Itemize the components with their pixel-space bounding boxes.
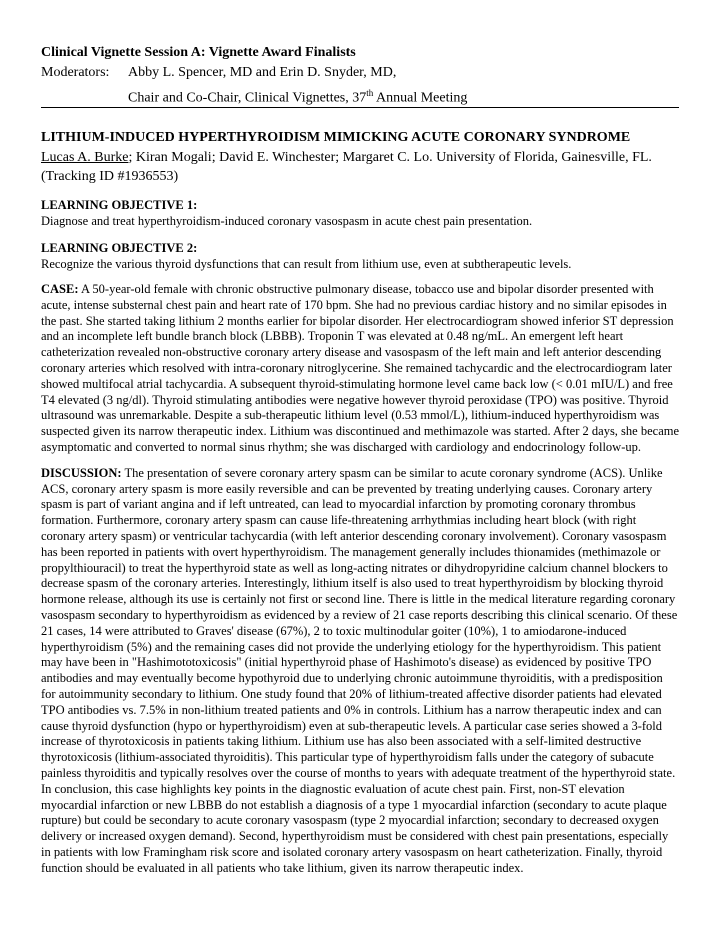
moderators-row: [41, 63, 681, 83]
author-line: [41, 148, 679, 186]
moderators-names: Abby L. Spencer, MD and Erin D. Snyder, MD,: [128, 65, 397, 80]
objective-2-heading: LEARNING OBJECTIVE 2:: [41, 241, 198, 255]
page-header: [41, 43, 681, 109]
moderators-role: [41, 83, 681, 109]
moderators-role-suffix: Annual Meeting: [373, 90, 468, 106]
abstract-title: LITHIUM-INDUCED HYPERTHYROIDISM MIMICKING ACUTE CORONARY SYNDROME: [41, 130, 631, 145]
case-paragraph: [41, 282, 679, 456]
case-label: CASE:: [41, 282, 79, 296]
presenting-author: Lucas A. Burke: [41, 150, 129, 165]
discussion-paragraph: [41, 466, 679, 877]
header-divider: [41, 107, 679, 108]
discussion-label: DISCUSSION:: [41, 465, 122, 480]
moderators-label: Moderators:: [41, 65, 110, 80]
abstract: [41, 128, 679, 876]
objective-2-text: Recognize the various thyroid dysfunctions that can result from lithium use, even at subtherapeutic levels.: [41, 257, 572, 271]
moderators-role-sup: th: [366, 88, 374, 98]
objective-1-text: Diagnose and treat hyperthyroidism-induced coronary vasospasm in acute chest pain presentation.: [41, 214, 533, 228]
discussion-text: The presentation of severe coronary artery spasm can be similar to acute coronary syndrome (ACS). Unlike ACS, coronary artery spasm is more easily reversible and can be prevented by treating underlying causes. Coronary artery spasm is part of variant angina and if left untreated, can lead to myocardial infarction by promoting coronary thrombus formation. Furthermore, coronary artery spasm can cause life-threatening arrhythmias including heart block (with right coronary artery spasm) or ventricular tachycardia (with left anterior descending coronary involvement). Coronary vasospasm has been reported in patients with overt hyperthyroidism. The management generally includes thionamides (methimazole or propylthiouracil) to treat the hyperthyroid state as well as long-acting nitrates or dihydropyridine calcium channel blockers to decrease spasm of the coronary arteries. Interestingly, lithium itself is also used to treat hyperthyroidism by blocking thyroid hormone release, although its use is certainly not first or second line. There is little in the medical literature regarding coronary vasospasm secondary to hyperthyroidism as evidenced by a review of 21 case reports describing this clinical scenario. Of these 21 cases, 14 were attributed to Graves' disease (67%), 2 to toxic multinodular goiter (10%), 1 to amiodarone-induced hyperthyroidism (5%) and the remaining cases did not provide the underlying etiology for the hyperthyroidism. This patient may have been in "Hashimototoxicosis" (initial hyperthyroid phase of Hashimoto's disease) as evidenced by positive TPO antibodies and may eventually become hypothyroid due to underlying chronic autoimmune thyroiditis, with a predisposition for autoimmunity secondary to lithium. One study found that 20% of lithium-treated affective disorder patients had elevated TPO antibodies vs. 7.5% in non-lithium treated patients and 0% in controls. Lithium has a narrow therapeutic index and can cause thyroid dysfunction (hypo or hyperthyroidism) even at sub-therapeutic levels. A particular case series showed a 3-fold increase of thyrotoxicosis in patients taking lithium. Lithium use has also been associated with a self-limited destructive thyrotoxicosis (lithium-associated thyroiditis). This particular type of hyperthyroidism falls under the category of subacute painless thyroiditis and typically resolves over the course of months to years with adequate treatment of the hyperthyroid state. In conclusion, this case highlights key points in the diagnostic evaluation of acute chest pain. First, non-ST elevation myocardial infarction or new LBBB do not establish a diagnosis of a type 1 myocardial infarction (secondary to acute plaque rupture) but could be secondary to acute coronary vasospasm (type 2 myocardial infarction; secondary to decreased oxygen delivery or increased oxygen demand). Second, hyperthyroidism must be considered with chest pain presentations, especially in patients with low Framingham risk score and isolated coronary artery vasospasm on heart catheterization. Finally, thyroid function should be evaluated in all patients who take lithium, given its narrow therapeutic index.: [41, 465, 678, 875]
objective-1-heading: LEARNING OBJECTIVE 1:: [41, 198, 198, 212]
case-text: A 50-year-old female with chronic obstructive pulmonary disease, tobacco use and bipolar disorder presented with acute, intense substernal chest pain and heart rate of 170 bpm. She had no previous cardiac history and no similar episodes in the past. She started taking lithium 2 months earlier for bipolar disorder. Her electrocardiogram showed inferior ST depression and an incomplete left bundle branch block (LBBB). Troponin T was elevated at 0.48 ng/mL. An emergent left heart catheterization revealed non-obstructive coronary artery disease and vasospasm of the left main and left anterior descending coronary arteries which resolved with intra-coronary nitroglycerine. She remained tachycardic and the electrocardiogram later showed multifocal atrial tachycardia. A subsequent thyroid-stimulating hormone level came back low (< 0.01 mIU/L) and free T4 elevated (3 ng/dl). Thyroid stimulating antibodies were negative however thyroid peroxidase (TPO) was positive. Thyroid ultrasound was unremarkable. Despite a sub-therapeutic lithium level (0.53 mmol/L), lithium-induced hyperthyroidism was suspected given its narrow therapeutic index. Lithium was discontinued and methimazole was started. After 2 days, she became asymptomatic and converted to normal sinus rhythm; she was discharged with cardiology and endocrinology follow-up.: [41, 282, 680, 454]
moderators-role-prefix: Chair and Co-Chair, Clinical Vignettes, 37: [128, 90, 367, 106]
session-title: Clinical Vignette Session A: Vignette Award Finalists: [41, 45, 356, 60]
authors-affiliation: ; Kiran Mogali; David E. Winchester; Margaret C. Lo. University of Florida, Gainesville, FL. (Tracking ID #1936553): [41, 150, 652, 184]
